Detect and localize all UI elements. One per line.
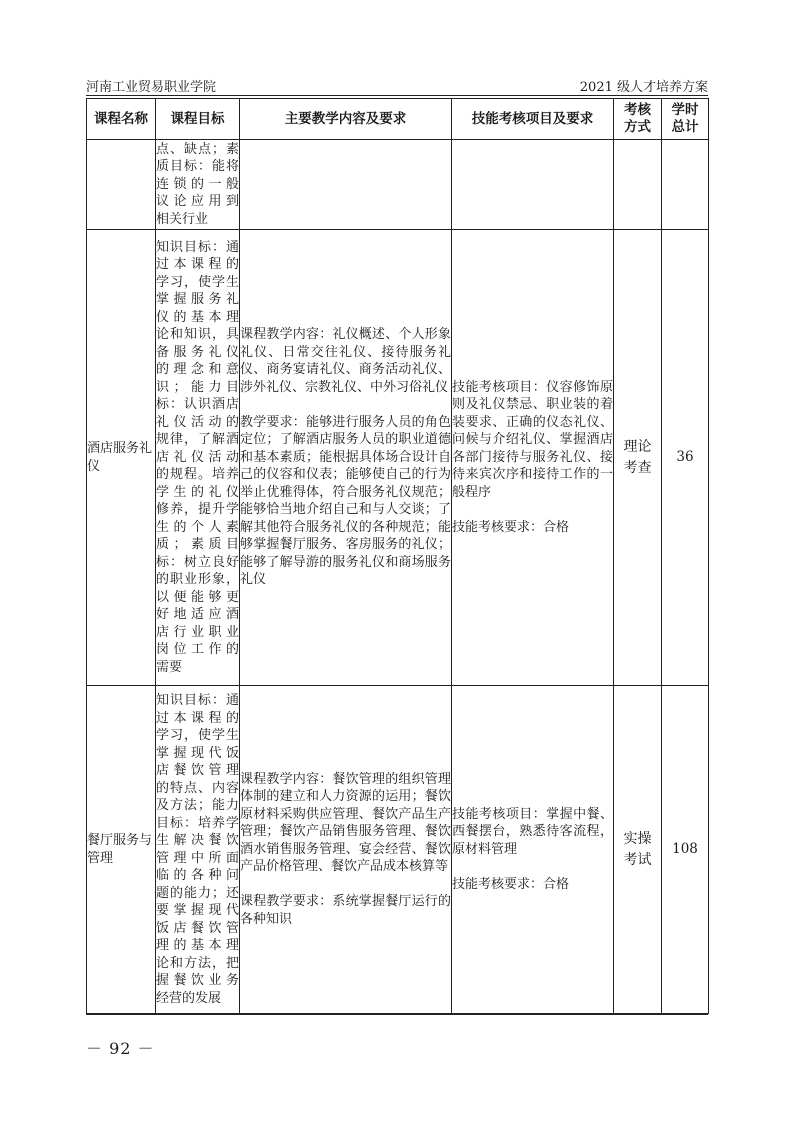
main-content-cell [240, 686, 452, 1014]
skill-items-cell [452, 686, 614, 1014]
goal-line: 需要 [156, 659, 183, 675]
exam-method-text: 理论考查 [623, 438, 652, 476]
col-header-course-goal: 课程目标 [156, 99, 240, 140]
skill-paragraph: 技能考核要求：合格 [452, 519, 570, 535]
goal-line: 生解决餐饮 [156, 833, 239, 848]
col-header-skill-items: 技能考核项目及要求 [452, 99, 614, 140]
page-header [86, 76, 708, 96]
goal-line: 生的个人素 [156, 519, 239, 535]
goal-line: 握餐饮业务 [156, 973, 239, 988]
total-hours-cell [662, 140, 709, 230]
content-paragraph: 课程教学要求：系统掌握餐厅运行的各种知识 [240, 894, 451, 927]
goal-line: 点、缺点；素 [156, 141, 239, 157]
goal-line: 以便能够更 [156, 589, 239, 605]
course-name-cell: 酒店服务礼仪 [87, 230, 156, 686]
goal-line: 管理中所面 [156, 850, 239, 866]
goal-line: 修养，提升学 [156, 502, 239, 518]
footer-rule [86, 1014, 708, 1015]
content-paragraph: 课程教学内容：礼仪概述、个人形象礼仪、日常交往礼仪、接待服务礼仪、商务宴请礼仪、商务活动礼仪、涉外礼仪、宗教礼仪、中外习俗礼仪 [240, 327, 451, 395]
course-name-cell [87, 140, 156, 230]
course-name-cell: 餐厅服务与管理 [87, 686, 156, 1014]
content-paragraph: 教学要求：能够进行服务人员的角色定位；了解酒店服务人员的职业道德和基本素质；能根据具体场合设计自己的仪容和仪表；能够使自己的行为举止优雅得体，符合服务礼仪规范；能够恰当地介绍自己和与人交谈；了解其他符合服务礼仪的各种规范；能够掌握餐厅服务、客房服务的礼仪；能够了解导游的服务礼仪和商场服务礼仪 [240, 414, 451, 588]
school-name: 河南工业贸易职业学院 [86, 80, 217, 95]
total-hours-cell: 36 [662, 230, 709, 686]
table-row [87, 140, 709, 230]
curriculum-table [86, 98, 709, 1014]
goal-line: 的职业形象， [156, 572, 239, 588]
goal-line: 的特点、内容 [156, 780, 239, 796]
skill-items-cell [452, 230, 614, 686]
course-goal-cell [156, 140, 240, 230]
exam-method-cell [614, 686, 662, 1014]
course-goal-cell [156, 686, 240, 1014]
col-header-total-hours: 学时 总计 [662, 99, 709, 140]
goal-line: 相关行业 [156, 211, 209, 227]
goal-line: 标：树立良好 [156, 554, 239, 570]
goal-line: 仪的基本理 [156, 309, 239, 325]
goal-line: 论和知识，具 [156, 327, 239, 343]
goal-line: 掌握服务礼 [156, 292, 239, 308]
goal-line: 店行业职业 [156, 624, 239, 640]
exam-method-cell [614, 230, 662, 686]
col-header-exam-method: 考核 方式 [614, 99, 662, 140]
table-row [87, 686, 709, 1014]
table-row [87, 230, 709, 686]
goal-line: 规律，了解酒 [156, 432, 239, 448]
goal-line: 店礼仪活动 [156, 449, 239, 465]
total-hours-cell: 108 [662, 686, 709, 1014]
col-header-main-content: 主要教学内容及要求 [240, 99, 452, 140]
goal-line: 及方法；能力 [156, 798, 239, 813]
main-content-cell [240, 230, 452, 686]
goal-line: 目标：培养学 [156, 815, 239, 831]
goal-line: 题的能力；还 [156, 885, 239, 901]
goal-line: 质目标：能将 [156, 159, 239, 175]
goal-line: 连锁的一般 [156, 176, 239, 192]
goal-line: 的理念和意 [156, 362, 239, 378]
exam-method-cell [614, 140, 662, 230]
header-rule [86, 95, 708, 96]
goal-line: 理的基本理 [156, 938, 239, 953]
goal-line: 饭店餐饮管 [156, 920, 239, 936]
goal-line: 过本课程的 [156, 710, 239, 726]
goal-line: 经营的发展 [156, 990, 222, 1006]
page-number: － 92 － [86, 1039, 155, 1058]
content-paragraph: 课程教学内容：餐饮管理的组织管理体制的建立和人力资源的运用；餐饮原材料采购供应管理、餐饮产品生产管理；餐饮产品销售服务管理、餐饮酒水销售服务管理、宴会经营、餐饮产品价格管理、餐饮产品成本核算等 [240, 771, 451, 875]
skill-items-cell [452, 140, 614, 230]
goal-line: 论和方法，把 [156, 955, 239, 971]
goal-line: 学习，使学生 [156, 728, 239, 743]
goal-line: 店餐饮管理 [156, 763, 239, 778]
goal-line: 知识目标：通 [156, 239, 239, 255]
goal-line: 要掌握现代 [156, 903, 239, 918]
course-goal-cell [156, 230, 240, 686]
skill-paragraph: 技能考核要求：合格 [452, 876, 570, 892]
goal-line: 岗位工作的 [156, 642, 239, 658]
plan-title: 2021 级人才培养方案 [579, 80, 708, 95]
table-header-row [87, 99, 709, 140]
exam-method-text: 实操考试 [623, 830, 652, 868]
col-header-course-name: 课程名称 [87, 99, 156, 140]
goal-line: 学习，使学生 [156, 274, 239, 290]
goal-line: 礼仪活动的 [156, 414, 239, 430]
goal-line: 好地适应酒 [156, 607, 239, 623]
skill-paragraph: 技能考核项目：仪容修饰原则及礼仪禁忌、职业装的着装要求、正确的仪态礼仪、问候与介绍礼仪、掌握酒店各部门接待与服务礼仪、接待来宾次序和接待工作的一般程序 [452, 379, 613, 500]
goal-line: 临的各种问 [156, 868, 239, 883]
goal-line: 过本课程的 [156, 257, 239, 273]
goal-line: 掌握现代饭 [156, 745, 239, 761]
goal-line: 议论应用到 [156, 194, 239, 210]
goal-line: 质；素质目 [156, 537, 239, 553]
goal-line: 学生的礼仪 [156, 484, 239, 500]
goal-line: 知识目标：通 [156, 693, 239, 708]
skill-paragraph: 技能考核项目：掌握中餐、西餐摆台，熟悉待客流程，原材料管理 [452, 806, 613, 857]
goal-line: 标：认识酒店 [156, 397, 239, 413]
goal-line: 备服务礼仪 [156, 344, 239, 360]
goal-line: 的规程。培养 [156, 467, 239, 483]
main-content-cell [240, 140, 452, 230]
goal-line: 识；能力目 [156, 379, 239, 395]
